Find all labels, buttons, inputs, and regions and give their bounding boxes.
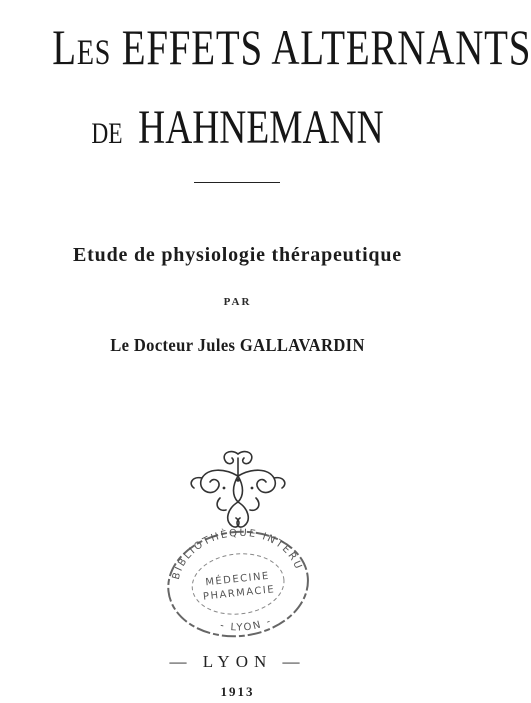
- stamp-top-text: BIBLIOTHÈQUE INTERU: [170, 527, 305, 581]
- title-de: DE: [91, 117, 123, 150]
- title-word: LTERNANTS: [300, 19, 531, 75]
- title-line-1: [52, 19, 531, 77]
- publication-year: 1913: [220, 684, 255, 699]
- subtitle: Etude de physiologie thérapeutique: [73, 244, 402, 266]
- stamp-bottom-text: - LYON -: [218, 615, 275, 634]
- title-word: FFETS: [146, 19, 263, 75]
- by-label: PAR: [223, 296, 252, 308]
- title-name: HAHNEMANN: [138, 101, 384, 154]
- title-word: ES: [76, 32, 112, 72]
- title-initial: A: [271, 19, 301, 75]
- publication-city: — LYON —: [169, 652, 306, 671]
- title-initial: L: [52, 19, 77, 75]
- title-rule: [194, 182, 280, 183]
- title-initial: E: [121, 19, 147, 75]
- author-name: Le Docteur Jules GALLAVARDIN: [110, 335, 365, 355]
- title-line-2: [52, 101, 423, 158]
- stamp-line-1: MÉDECINE: [204, 570, 271, 589]
- library-stamp-icon: [152, 514, 324, 652]
- stamp-line-2: PHARMACIE: [202, 584, 276, 603]
